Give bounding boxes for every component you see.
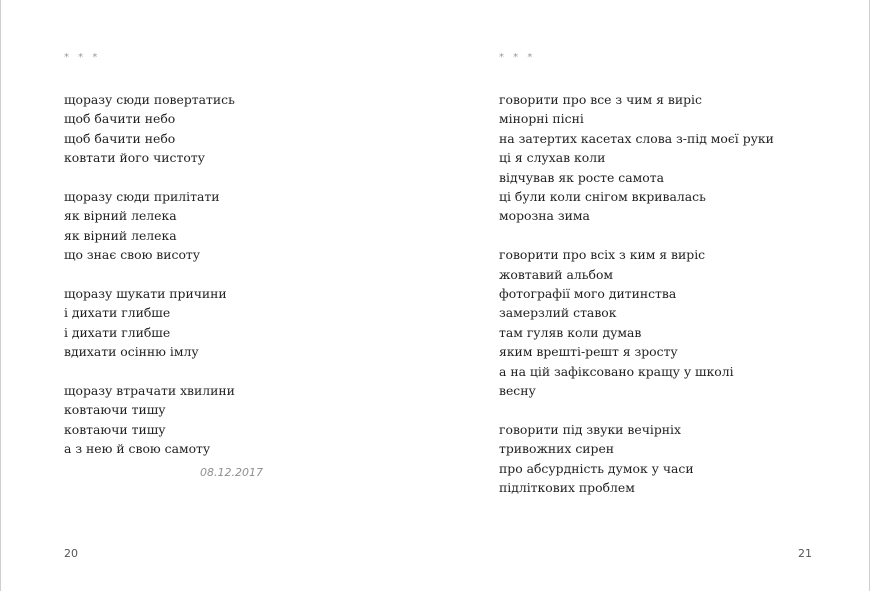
poem-line: щоб бачити небо xyxy=(64,111,176,127)
page-number-left: 20 xyxy=(64,547,78,560)
poem-line: відчував як росте самота xyxy=(499,169,664,185)
stanza xyxy=(64,187,444,265)
poem-line: як вірний лелека xyxy=(64,227,177,243)
poem-left xyxy=(64,90,444,478)
poem-line: а з нею й свою самоту xyxy=(64,441,211,457)
stanza xyxy=(499,245,870,400)
poem-line: тривожних сирен xyxy=(499,441,615,457)
poem-line: ковтаючи тишу xyxy=(64,402,166,418)
stanza xyxy=(499,420,870,498)
poem-line: вдихати осінню імлу xyxy=(64,344,199,360)
poem-line: говорити про все з чим я виріс xyxy=(499,92,702,107)
poem-line: морозна зима xyxy=(499,208,590,224)
poem-line: ці були коли снігом вкривалась xyxy=(499,189,706,205)
page-number-right: 21 xyxy=(798,547,812,560)
poem-line: на затертих касетах слова з-під моєї руки xyxy=(499,130,774,146)
poem-line: і дихати глибше xyxy=(64,305,171,321)
poem-line: щоразу шукати причини xyxy=(64,286,227,302)
right-page xyxy=(499,0,870,591)
stanza xyxy=(499,90,870,226)
poem-line: як вірний лелека xyxy=(64,208,177,224)
poem-line: замерзлий ставок xyxy=(499,305,617,321)
poem-line: що знає свою висоту xyxy=(64,247,201,263)
poem-right xyxy=(499,90,870,517)
poem-line: про абсурдність думок у часи xyxy=(499,460,694,476)
poem-line: ці я слухав коли xyxy=(499,150,606,166)
poem-line: щоразу втрачати хвилини xyxy=(64,383,235,399)
poem-line: жовтавий альбом xyxy=(499,266,614,282)
poem-line: говорити під звуки вечірніх xyxy=(499,421,681,437)
poem-line: мінорні пісні xyxy=(499,111,584,127)
stanza xyxy=(64,284,444,362)
poem-line: ковтаючи тишу xyxy=(64,421,166,437)
poem-date: 08.12.2017 xyxy=(200,466,263,479)
stanza xyxy=(64,90,444,168)
poem-line: щоб бачити небо xyxy=(64,130,176,146)
poem-line: щоразу сюди повертатись xyxy=(64,92,235,107)
poem-line: ковтати його чистоту xyxy=(64,150,205,166)
poem-line: щоразу сюди прилітати xyxy=(64,189,220,205)
left-page xyxy=(64,0,444,591)
stanza xyxy=(64,381,444,459)
poem-line: говорити про всіх з ким я виріс xyxy=(499,247,706,263)
poem-line: яким врешті-решт я зросту xyxy=(499,344,678,360)
poem-line: а на цій зафіксовано кращу у школі xyxy=(499,363,734,379)
poem-line: підліткових проблем xyxy=(499,480,635,496)
poem-line: і дихати глибше xyxy=(64,324,171,340)
section-ornament: * * * xyxy=(64,52,101,63)
section-ornament: * * * xyxy=(499,52,536,63)
poem-line: весну xyxy=(499,383,536,399)
poem-line: фотографії мого дитинства xyxy=(499,286,677,302)
poem-line: там гуляв коли думав xyxy=(499,324,642,340)
